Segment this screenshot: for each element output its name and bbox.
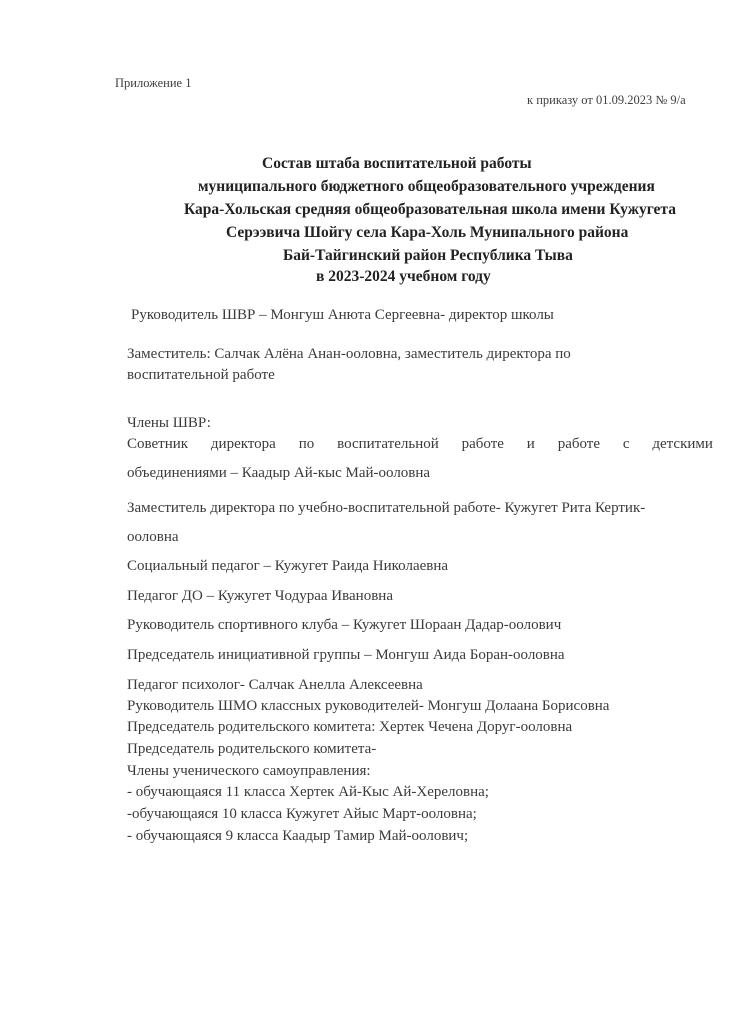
deputy-edu-line-2: ооловна: [127, 529, 179, 545]
title-line: в 2023-2024 учебном году: [316, 268, 491, 285]
deputy-line-1: Заместитель: Салчак Алёна Анан-ооловна, заместитель директора по: [127, 346, 571, 362]
word: работе: [461, 436, 504, 452]
order-reference: к приказу от 01.09.2023 № 9/а: [527, 93, 686, 107]
word: Советник: [127, 436, 189, 452]
member-item: Руководитель ШМО классных руководителей- Монгуш Долаана Борисовна: [127, 698, 610, 714]
word: с: [622, 436, 630, 452]
student-member: - обучающаяся 11 класса Хертек Ай-Кыс Ай-Хереловна;: [127, 784, 489, 800]
member-item: Председатель родительского комитета: Хертек Чечена Доруг-ооловна: [127, 719, 573, 735]
member-item: Педагог психолог- Салчак Анелла Алексеевна: [127, 677, 423, 693]
members-heading: Члены ШВР:: [127, 415, 211, 431]
deputy-line-2: воспитательной работе: [127, 367, 275, 383]
advisor-line-2: объединениями – Каадыр Ай-кыс Май-ооловна: [127, 465, 431, 481]
leader-line: Руководитель ШВР – Монгуш Анюта Сергеевна- директор школы: [131, 307, 554, 323]
word: директора: [210, 436, 276, 452]
student-member: - обучающаяся 9 класса Каадыр Тамир Май-оолович;: [127, 828, 469, 844]
word: по: [298, 436, 315, 452]
title-line: муниципального бюджетного общеобразовательного учреждения: [198, 178, 655, 195]
title-line: Бай-Тайгинский район Республика Тыва: [283, 247, 573, 264]
word: воспитательной: [337, 436, 439, 452]
appendix-label: Приложение 1: [115, 76, 192, 90]
word: работе: [557, 436, 600, 452]
title-line: Состав штаба воспитательной работы: [262, 155, 532, 172]
word: детскими: [652, 436, 713, 452]
deputy-edu-line-1: Заместитель директора по учебно-воспитательной работе- Кужугет Рита Кертик-: [127, 500, 646, 516]
member-item: Члены ученического самоуправления:: [127, 763, 371, 779]
member-item: Педагог ДО – Кужугет Чодураа Ивановна: [127, 588, 393, 604]
title-line: Кара-Хольская средняя общеобразовательная школа имени Кужугета: [184, 201, 676, 218]
word: и: [526, 436, 535, 452]
member-item: Председатель инициативной группы – Монгуш Аида Боран-ооловна: [127, 647, 565, 663]
member-item: Председатель родительского комитета-: [127, 741, 377, 757]
title-line: Серээвича Шойгу села Кара-Холь Мунипального района: [226, 224, 629, 241]
advisor-line-1: [127, 436, 713, 453]
member-item: Социальный педагог – Кужугет Раида Николаевна: [127, 558, 449, 574]
member-item: Руководитель спортивного клуба – Кужугет Шораан Дадар-оолович: [127, 617, 562, 633]
student-member: -обучающаяся 10 класса Кужугет Айыс Март-ооловна;: [127, 806, 477, 822]
